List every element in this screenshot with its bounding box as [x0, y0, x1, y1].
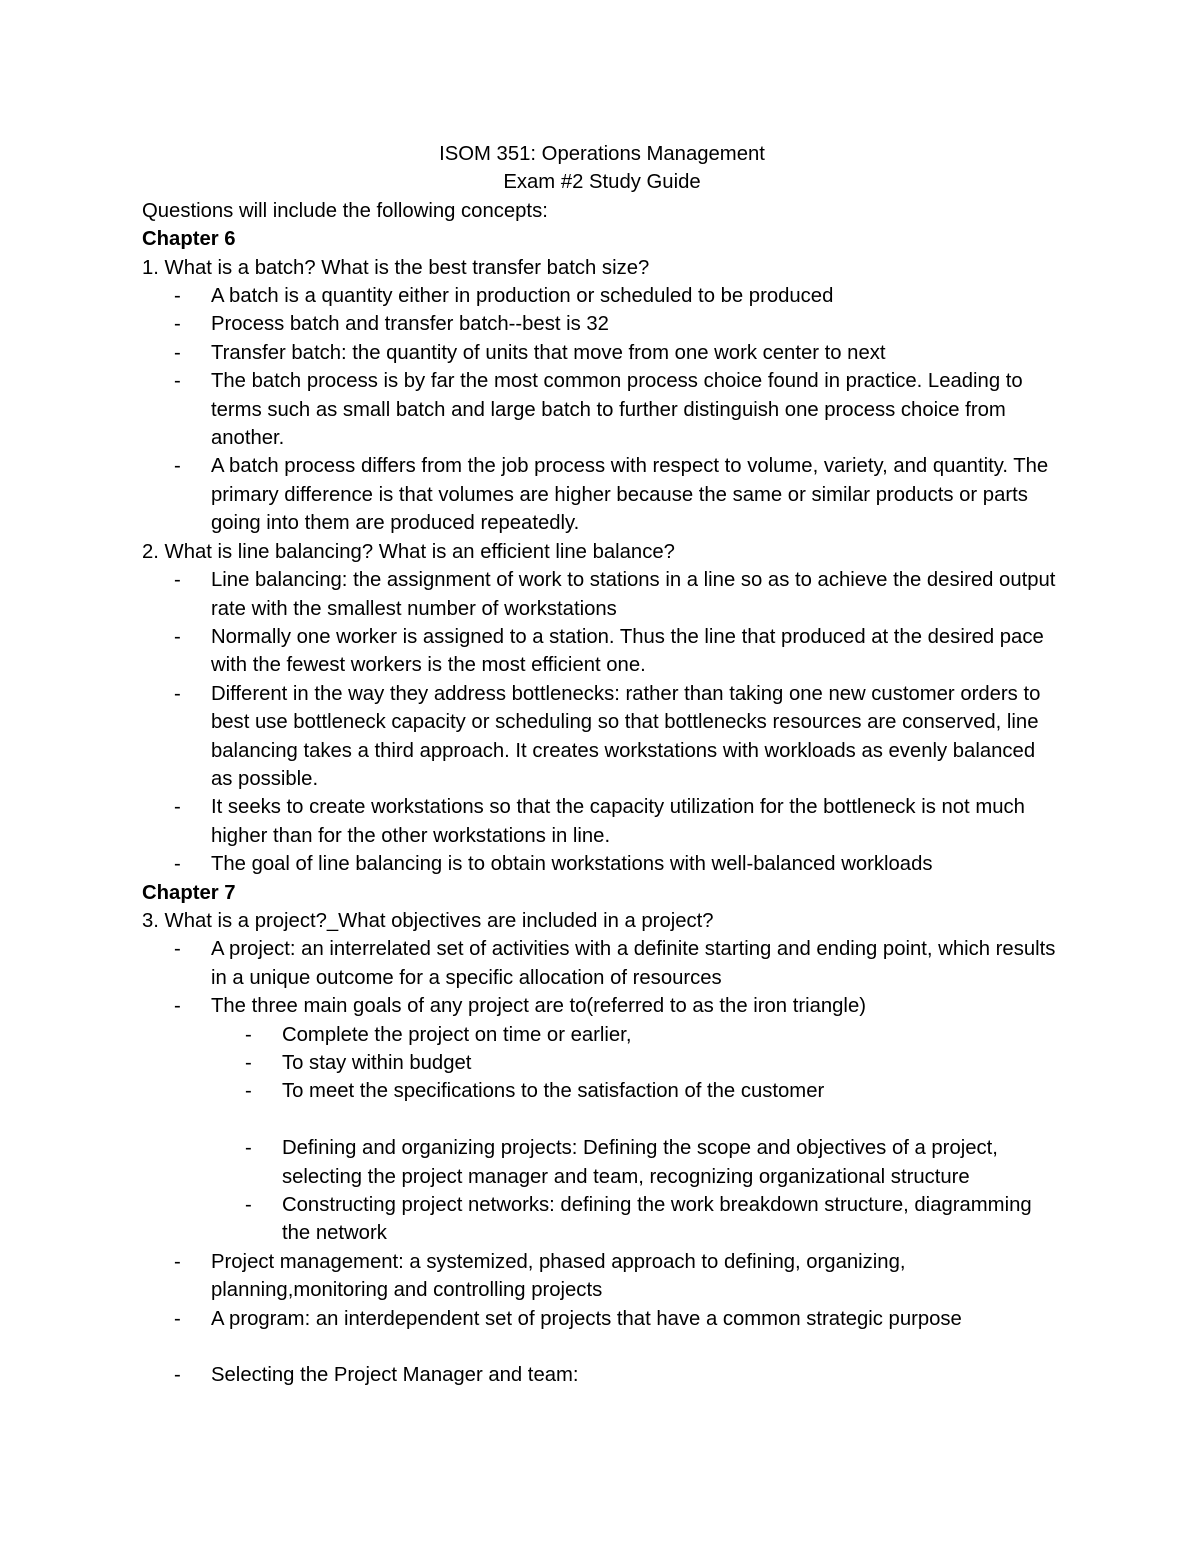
q3-step-2: [142, 1191, 1062, 1248]
document-subtitle: Exam #2 Study Guide: [503, 171, 701, 194]
bullet-dash: -: [245, 1194, 252, 1217]
bullet-dash: -: [174, 1364, 181, 1387]
question-3: 3. What is a project?_What objectives are included in a project?: [142, 909, 714, 932]
q3-goal-3: [142, 1077, 1062, 1105]
q3-bullet-selecting: [142, 1361, 1062, 1389]
blank-line: [142, 1333, 1062, 1361]
q1-bullet-5: [142, 452, 1062, 537]
bullet-text: A batch is a quantity either in production or scheduled to be produced: [211, 285, 834, 308]
q2-bullet-4: [142, 793, 1062, 850]
document-content: [142, 140, 1062, 1390]
chapter-7-heading: Chapter 7: [142, 881, 236, 904]
bullet-text: To meet the specifications to the satisfaction of the customer: [282, 1080, 825, 1103]
bullet-text: The batch process is by far the most common process choice found in practice. Leading to terms such as small batch and large batch to further distinguish one process choice from another.: [211, 370, 1023, 450]
document-title: ISOM 351: Operations Management: [439, 143, 765, 165]
question-1: 1. What is a batch? What is the best transfer batch size?: [142, 256, 650, 279]
q1-bullet-1: [142, 282, 1062, 310]
bullet-dash: -: [174, 1307, 181, 1330]
bullet-text: A batch process differs from the job process with respect to volume, variety, and quantity. The primary difference is that volumes are higher because the same or similar products or parts going into them are produced repeatedly.: [211, 455, 1049, 535]
bullet-dash: -: [174, 370, 181, 393]
bullet-dash: -: [245, 1023, 252, 1046]
bullet-text: Project management: a systemized, phased approach to defining, organizing, planning,monitoring and controlling projects: [211, 1250, 906, 1302]
bullet-text: Selecting the Project Manager and team:: [211, 1364, 579, 1387]
bullet-dash: -: [174, 938, 181, 961]
bullet-text: A project: an interrelated set of activities with a definite starting and ending point, which results in a unique outcome for a specific allocation of resources: [211, 938, 1056, 989]
bullet-dash: -: [174, 796, 181, 819]
q2-bullet-3: [142, 680, 1062, 794]
bullet-dash: -: [174, 1250, 181, 1273]
bullet-text: Defining and organizing projects: Defining the scope and objectives of a project, selecting the project manager and team, recognizing organizational structure: [282, 1137, 998, 1188]
bullet-text: Complete the project on time or earlier,: [282, 1023, 632, 1046]
chapter-6-heading: Chapter 6: [142, 228, 236, 251]
q3-bullet-goals: [142, 992, 1062, 1020]
q3-bullet-project: [142, 935, 1062, 992]
question-2: 2. What is line balancing? What is an efficient line balance?: [142, 540, 675, 563]
q3-bullet-program: [142, 1305, 1062, 1333]
bullet-dash: -: [174, 455, 181, 478]
bullet-dash: -: [174, 341, 181, 364]
q2-bullet-2: [142, 623, 1062, 680]
q1-bullet-3: [142, 339, 1062, 367]
bullet-dash: -: [174, 569, 181, 592]
bullet-text: Normally one worker is assigned to a station. Thus the line that produced at the desired pace with the fewest workers is the most efficient one.: [211, 625, 1044, 677]
q3-goal-2: [142, 1049, 1062, 1077]
bullet-text: The three main goals of any project are to(referred to as the iron triangle): [211, 995, 866, 1018]
bullet-dash: -: [245, 1052, 252, 1074]
bullet-text: Constructing project networks: defining the work breakdown structure, diagramming the network: [282, 1194, 1032, 1245]
q1-bullet-2: [142, 310, 1062, 338]
intro-text: Questions will include the following concepts:: [142, 199, 548, 222]
bullet-dash: -: [245, 1080, 252, 1103]
q3-goal-1: [142, 1021, 1062, 1049]
bullet-dash: -: [174, 853, 181, 876]
bullet-text: It seeks to create workstations so that the capacity utilization for the bottleneck is not much higher than for the other workstations in line.: [211, 796, 1025, 847]
bullet-dash: -: [174, 313, 181, 336]
q3-bullet-pm: [142, 1248, 1062, 1305]
bullet-dash: -: [174, 285, 181, 308]
bullet-dash: -: [174, 625, 181, 648]
bullet-text: To stay within budget: [282, 1052, 472, 1074]
bullet-text: Process batch and transfer batch--best is 32: [211, 313, 609, 336]
q1-bullet-4: [142, 367, 1062, 452]
bullet-text: A program: an interdependent set of projects that have a common strategic purpose: [211, 1307, 962, 1330]
bullet-dash: -: [174, 682, 181, 705]
bullet-text: Line balancing: the assignment of work to stations in a line so as to achieve the desired output rate with the smallest number of workstations: [211, 569, 1056, 620]
blank-line: [142, 1106, 1062, 1134]
q2-bullet-5: [142, 850, 1062, 878]
bullet-dash: -: [174, 995, 181, 1018]
q2-bullet-1: [142, 566, 1062, 623]
q3-step-1: [142, 1134, 1062, 1191]
bullet-text: Transfer batch: the quantity of units that move from one work center to next: [211, 341, 886, 364]
bullet-dash: -: [245, 1137, 252, 1160]
bullet-text: Different in the way they address bottlenecks: rather than taking one new customer orders to best use bottleneck capacity or scheduling so that bottlenecks resources are conserved, line balancing takes a third approach. It creates workstations with workloads as evenly balanced as possible.: [211, 682, 1041, 790]
bullet-text: The goal of line balancing is to obtain workstations with well-balanced workloads: [211, 853, 933, 876]
